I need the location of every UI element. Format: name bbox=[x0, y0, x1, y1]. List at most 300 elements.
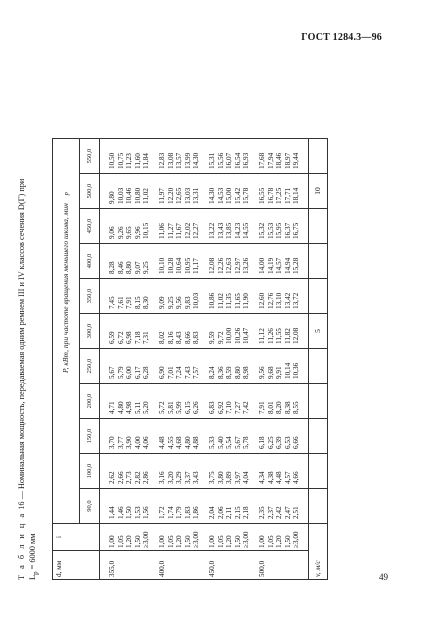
caption-text: 16 — Номинальная мощность, передаваемая одним ремнем III и IV классов сечения D(Г) при bbox=[17, 178, 26, 510]
power-value: 14,53 bbox=[216, 187, 225, 204]
power-cell bbox=[100, 454, 158, 489]
power-value: 7,91 bbox=[125, 296, 134, 309]
power-value: 12,27 bbox=[192, 222, 201, 239]
power-value: 8,83 bbox=[192, 331, 201, 344]
power-value: 11,67 bbox=[175, 223, 184, 239]
ratio-value: ≥3,00 bbox=[292, 531, 301, 548]
power-value: 3,20 bbox=[166, 471, 175, 484]
power-value: 2,86 bbox=[142, 471, 151, 484]
caption-text3: = 6000 мм bbox=[28, 533, 37, 572]
power-value: 13,08 bbox=[166, 152, 175, 169]
power-value: 11,02 bbox=[142, 188, 151, 204]
power-value: 9,96 bbox=[133, 226, 142, 239]
power-value: 12,20 bbox=[166, 187, 175, 204]
power-value: 4,38 bbox=[266, 471, 275, 484]
power-value: 14,55 bbox=[242, 222, 251, 239]
power-value: 2,11 bbox=[225, 506, 234, 519]
power-value: 18,97 bbox=[283, 152, 292, 169]
power-value: 8,46 bbox=[116, 261, 125, 274]
power-value: 13,22 bbox=[207, 222, 216, 239]
power-value: 11,06 bbox=[157, 223, 166, 239]
ratio-value: 1,20 bbox=[275, 535, 284, 548]
power-value: 8,38 bbox=[283, 401, 292, 414]
power-value: 5,11 bbox=[133, 401, 142, 414]
ratio-cell bbox=[208, 524, 258, 551]
power-value: 8,30 bbox=[142, 296, 151, 309]
power-value: 2,73 bbox=[125, 471, 134, 484]
rotated-frame bbox=[10, 59, 405, 585]
power-value: 7,24 bbox=[175, 366, 184, 379]
power-value: 3,43 bbox=[192, 471, 201, 484]
power-value: 16,07 bbox=[225, 152, 234, 169]
page-number: 49 bbox=[379, 572, 388, 582]
power-value: 5,99 bbox=[175, 401, 184, 414]
power-value: 10,36 bbox=[292, 362, 301, 379]
power-value: 3,97 bbox=[233, 471, 242, 484]
power-value: 3,77 bbox=[116, 436, 125, 449]
ratio-value: ≥3,00 bbox=[192, 531, 201, 548]
power-value: 6,15 bbox=[183, 401, 192, 414]
power-cell bbox=[158, 139, 208, 174]
power-value: 10,10 bbox=[157, 257, 166, 274]
ratio-value: 1,20 bbox=[175, 535, 184, 548]
power-value: 10,03 bbox=[116, 187, 125, 204]
power-value: 7,31 bbox=[142, 331, 151, 344]
power-cell bbox=[100, 139, 158, 174]
power-value: 9,56 bbox=[175, 296, 184, 309]
power-value: 3,70 bbox=[108, 436, 116, 449]
power-value: 5,67 bbox=[108, 366, 116, 379]
power-value: 6,59 bbox=[108, 331, 116, 344]
header-power-text: P, кВт, при частоте вращения меньшего шкива, мин bbox=[61, 203, 71, 373]
power-value: 1,79 bbox=[175, 506, 184, 519]
power-value: 5,33 bbox=[207, 436, 216, 449]
ratio-value: 1,50 bbox=[283, 535, 292, 548]
power-cell bbox=[208, 209, 258, 244]
power-cell bbox=[208, 314, 258, 349]
power-cell bbox=[258, 349, 308, 384]
ratio-value: 1,05 bbox=[216, 535, 225, 548]
power-value: 2,82 bbox=[133, 471, 142, 484]
power-value: 10,75 bbox=[116, 152, 125, 169]
power-value: 1,72 bbox=[157, 506, 166, 519]
power-value: 13,43 bbox=[216, 222, 225, 239]
ratio-value: 1,00 bbox=[257, 535, 266, 548]
power-cell bbox=[100, 419, 158, 454]
power-value: 10,80 bbox=[133, 187, 142, 204]
power-value: 14,30 bbox=[192, 152, 201, 169]
power-value: 9,26 bbox=[116, 226, 125, 239]
diameter-cell bbox=[100, 551, 158, 580]
velocity-cell bbox=[308, 349, 327, 384]
power-value: 2,06 bbox=[216, 506, 225, 519]
power-value: 4,68 bbox=[175, 436, 184, 449]
power-value: 11,17 bbox=[192, 258, 201, 274]
power-value: 12,97 bbox=[233, 257, 242, 274]
power-value: 3,89 bbox=[225, 471, 234, 484]
power-value: 11,35 bbox=[225, 293, 234, 309]
power-value: 5,72 bbox=[157, 401, 166, 414]
power-value: 11,26 bbox=[266, 328, 275, 344]
power-value: 6,26 bbox=[192, 401, 201, 414]
ratio-cell bbox=[258, 524, 308, 551]
diameter-value: 355,0 bbox=[108, 560, 116, 577]
power-value: 11,02 bbox=[216, 293, 225, 309]
diameter-value: 500,0 bbox=[257, 560, 266, 577]
power-value: 6,90 bbox=[157, 366, 166, 379]
power-value: 4,48 bbox=[275, 471, 284, 484]
power-value: 13,10 bbox=[275, 292, 284, 309]
power-cell bbox=[100, 279, 158, 314]
power-value: 6,17 bbox=[133, 366, 142, 379]
power-value: 2,15 bbox=[233, 506, 242, 519]
rpm-column-header: 90,0 bbox=[79, 489, 99, 524]
power-value: 6,00 bbox=[125, 366, 134, 379]
power-value: 8,59 bbox=[225, 366, 234, 379]
ratio-value: 1,00 bbox=[157, 535, 166, 548]
power-cell bbox=[100, 314, 158, 349]
header-power-note: p bbox=[64, 192, 71, 196]
power-value: 8,80 bbox=[233, 366, 242, 379]
power-value: 7,45 bbox=[108, 296, 116, 309]
velocity-label: v, м/с bbox=[308, 524, 327, 580]
power-cell bbox=[158, 384, 208, 419]
power-value: 13,72 bbox=[292, 292, 301, 309]
power-value: 12,08 bbox=[207, 257, 216, 274]
power-cell bbox=[258, 384, 308, 419]
power-value: 8,20 bbox=[275, 401, 284, 414]
power-value: 7,18 bbox=[133, 331, 142, 344]
power-value: 16,37 bbox=[283, 222, 292, 239]
power-value: 4,06 bbox=[142, 436, 151, 449]
diameter-cell bbox=[208, 551, 258, 580]
power-value: 7,27 bbox=[233, 401, 242, 414]
diameter-value: 400,0 bbox=[157, 560, 166, 577]
power-value: 1,53 bbox=[133, 506, 142, 519]
power-value: 8,15 bbox=[133, 296, 142, 309]
ratio-value: 1,50 bbox=[133, 535, 142, 548]
power-value: 1,50 bbox=[125, 506, 134, 519]
rpm-column-header: 400,0 bbox=[79, 244, 99, 279]
power-value: 4,55 bbox=[166, 436, 175, 449]
power-value: 14,23 bbox=[233, 222, 242, 239]
velocity-cell bbox=[308, 279, 327, 314]
power-cell bbox=[158, 454, 208, 489]
power-value: 10,64 bbox=[175, 257, 184, 274]
power-cell bbox=[100, 244, 158, 279]
ratio-value: 1,05 bbox=[266, 535, 275, 548]
power-value: 3,75 bbox=[207, 471, 216, 484]
power-value: 7,10 bbox=[225, 401, 234, 414]
diameter-value: 450,0 bbox=[207, 560, 216, 577]
power-value: 3,80 bbox=[216, 471, 225, 484]
rpm-column-header: 250,0 bbox=[79, 349, 99, 384]
power-value: 14,19 bbox=[266, 257, 275, 274]
rpm-column-header: 150,0 bbox=[79, 419, 99, 454]
power-value: 2,66 bbox=[116, 471, 125, 484]
power-value: 9,65 bbox=[125, 226, 134, 239]
power-value: 6,92 bbox=[216, 401, 225, 414]
power-cell bbox=[208, 489, 258, 524]
power-value: 10,86 bbox=[207, 292, 216, 309]
power-value: 8,55 bbox=[292, 401, 301, 414]
power-value: 15,00 bbox=[225, 187, 234, 204]
power-value: 12,65 bbox=[175, 187, 184, 204]
ratio-value: ≥3,00 bbox=[142, 531, 151, 548]
power-value: 9,83 bbox=[183, 296, 192, 309]
power-cell bbox=[100, 209, 158, 244]
power-value: 2,18 bbox=[242, 506, 251, 519]
power-value: 11,65 bbox=[233, 293, 242, 309]
velocity-row bbox=[308, 139, 327, 580]
power-value: 8,36 bbox=[216, 366, 225, 379]
power-value: 4,66 bbox=[292, 471, 301, 484]
caption-sub: p bbox=[32, 571, 40, 575]
power-value: 3,90 bbox=[125, 436, 134, 449]
header-i: i bbox=[53, 524, 100, 551]
power-value: 8,43 bbox=[175, 331, 184, 344]
power-cell bbox=[208, 139, 258, 174]
power-value: 13,57 bbox=[175, 152, 184, 169]
power-cell bbox=[258, 174, 308, 209]
power-value: 16,54 bbox=[233, 152, 242, 169]
power-value: 6,83 bbox=[207, 401, 216, 414]
power-value: 1,83 bbox=[183, 506, 192, 519]
table-row-group bbox=[100, 139, 158, 580]
ratio-value: 1,05 bbox=[116, 535, 125, 548]
ratio-value: 1,20 bbox=[125, 535, 134, 548]
power-value: 3,29 bbox=[175, 471, 184, 484]
power-value: 12,08 bbox=[292, 327, 301, 344]
power-value: 4,04 bbox=[242, 471, 251, 484]
rpm-header-row bbox=[79, 139, 99, 580]
power-value: 10,14 bbox=[283, 362, 292, 379]
power-value: 9,09 bbox=[157, 296, 166, 309]
power-value: 11,82 bbox=[283, 328, 292, 344]
rpm-column-header: 550,0 bbox=[79, 139, 99, 174]
ratio-value: 1,50 bbox=[233, 535, 242, 548]
power-value: 2,04 bbox=[207, 506, 216, 519]
power-value: 15,56 bbox=[216, 152, 225, 169]
power-value: 6,39 bbox=[275, 436, 284, 449]
power-value: 6,28 bbox=[142, 366, 151, 379]
power-cell bbox=[100, 349, 158, 384]
power-value: 9,80 bbox=[108, 191, 116, 204]
velocity-cell bbox=[308, 139, 327, 174]
table-row-group bbox=[208, 139, 258, 580]
power-cell bbox=[258, 314, 308, 349]
power-cell bbox=[258, 419, 308, 454]
power-value: 5,54 bbox=[225, 436, 234, 449]
power-value: 11,84 bbox=[142, 153, 151, 169]
ratio-value: 1,00 bbox=[207, 535, 216, 548]
power-value: 9,72 bbox=[216, 331, 225, 344]
power-value: 12,02 bbox=[183, 222, 192, 239]
power-cell bbox=[258, 209, 308, 244]
power-value: 16,75 bbox=[292, 222, 301, 239]
power-cell bbox=[158, 279, 208, 314]
power-cell bbox=[258, 489, 308, 524]
power-value: 5,81 bbox=[166, 401, 175, 414]
power-value: 6,25 bbox=[266, 436, 275, 449]
table-body bbox=[100, 139, 328, 580]
rpm-column-header: 350,0 bbox=[79, 279, 99, 314]
ratio-value: 1,50 bbox=[183, 535, 192, 548]
power-value: 14,57 bbox=[275, 257, 284, 274]
power-value: 15,32 bbox=[257, 222, 266, 239]
header-d: d, мм bbox=[53, 551, 100, 580]
power-cell bbox=[158, 419, 208, 454]
power-value: 2,51 bbox=[292, 506, 301, 519]
power-value: 6,53 bbox=[283, 436, 292, 449]
power-value: 19,44 bbox=[292, 152, 301, 169]
power-value: 8,80 bbox=[125, 261, 134, 274]
power-value: 1,46 bbox=[116, 506, 125, 519]
power-value: 15,42 bbox=[233, 187, 242, 204]
power-value: 4,88 bbox=[192, 436, 201, 449]
power-value: 1,44 bbox=[108, 506, 116, 519]
power-value: 6,98 bbox=[125, 331, 134, 344]
table-row-group bbox=[258, 139, 308, 580]
power-value: 7,57 bbox=[192, 366, 201, 379]
power-cell bbox=[158, 174, 208, 209]
power-value: 17,68 bbox=[257, 152, 266, 169]
rpm-column-header: 500,0 bbox=[79, 174, 99, 209]
ratio-cell bbox=[100, 524, 158, 551]
power-value: 18,46 bbox=[275, 152, 284, 169]
power-value: 11,97 bbox=[157, 188, 166, 204]
rpm-column-header: 300,0 bbox=[79, 314, 99, 349]
power-value: 6,66 bbox=[292, 436, 301, 449]
power-value: 17,71 bbox=[283, 187, 292, 204]
power-value: 7,42 bbox=[242, 401, 251, 414]
diameter-cell bbox=[158, 551, 208, 580]
power-value: 12,26 bbox=[216, 257, 225, 274]
power-value: 4,48 bbox=[157, 436, 166, 449]
velocity-cell bbox=[308, 244, 327, 279]
power-value: 6,18 bbox=[257, 436, 266, 449]
power-value: 1,86 bbox=[192, 506, 201, 519]
power-value: 5,78 bbox=[242, 436, 251, 449]
power-value: 8,28 bbox=[108, 261, 116, 274]
power-value: 2,47 bbox=[283, 506, 292, 519]
power-value: 8,98 bbox=[242, 366, 251, 379]
caption-prefix: Т а б л и ц а bbox=[17, 511, 26, 580]
power-value: 9,25 bbox=[142, 261, 151, 274]
power-value: 18,14 bbox=[292, 187, 301, 204]
power-cell bbox=[208, 279, 258, 314]
power-value: 12,60 bbox=[257, 292, 266, 309]
table-caption bbox=[16, 65, 42, 580]
power-value: 13,99 bbox=[183, 152, 192, 169]
power-value: 7,61 bbox=[116, 296, 125, 309]
power-value: 14,94 bbox=[283, 257, 292, 274]
power-cell bbox=[208, 174, 258, 209]
power-value: 5,79 bbox=[116, 366, 125, 379]
power-value: 16,78 bbox=[266, 187, 275, 204]
power-value: 17,94 bbox=[266, 152, 275, 169]
power-value: 9,06 bbox=[108, 226, 116, 239]
power-value: 4,57 bbox=[283, 471, 292, 484]
power-value: 10,28 bbox=[166, 257, 175, 274]
power-value: 14,30 bbox=[207, 187, 216, 204]
power-value: 16,55 bbox=[257, 187, 266, 204]
caption-text2: L bbox=[28, 574, 37, 580]
power-value: 8,24 bbox=[207, 366, 216, 379]
power-cell bbox=[158, 489, 208, 524]
power-value: 9,25 bbox=[166, 296, 175, 309]
power-value: 10,15 bbox=[142, 222, 151, 239]
diameter-cell bbox=[258, 551, 308, 580]
rpm-column-header: 200,0 bbox=[79, 384, 99, 419]
power-value: 16,93 bbox=[242, 152, 251, 169]
velocity-cell bbox=[308, 489, 327, 524]
velocity-cell bbox=[308, 209, 327, 244]
power-value: 5,20 bbox=[142, 401, 151, 414]
power-value: 10,46 bbox=[125, 187, 134, 204]
power-value: 14,00 bbox=[257, 257, 266, 274]
velocity-cell bbox=[308, 419, 327, 454]
table-row-group bbox=[158, 139, 208, 580]
power-value: 7,91 bbox=[257, 401, 266, 414]
ratio-value: 1,20 bbox=[225, 535, 234, 548]
power-value: 4,00 bbox=[133, 436, 142, 449]
power-value: 15,28 bbox=[292, 257, 301, 274]
power-cell bbox=[208, 384, 258, 419]
power-value: 13,26 bbox=[242, 257, 251, 274]
power-value: 4,80 bbox=[183, 436, 192, 449]
ratio-cell bbox=[158, 524, 208, 551]
power-value: 11,90 bbox=[242, 293, 251, 309]
power-value: 8,66 bbox=[183, 331, 192, 344]
power-value: 12,63 bbox=[225, 257, 234, 274]
power-value: 1,56 bbox=[142, 506, 151, 519]
power-value: 4,34 bbox=[257, 471, 266, 484]
rpm-column-header: 450,0 bbox=[79, 209, 99, 244]
power-cell bbox=[158, 314, 208, 349]
standard-header: ГОСТ 1284.3—96 bbox=[301, 32, 382, 43]
power-value: 11,60 bbox=[133, 153, 142, 169]
power-value: 15,31 bbox=[207, 152, 216, 169]
power-value: 4,98 bbox=[125, 401, 134, 414]
header-power bbox=[53, 139, 80, 524]
power-cell bbox=[100, 174, 158, 209]
power-value: 13,85 bbox=[225, 222, 234, 239]
ratio-value: 1,00 bbox=[108, 535, 116, 548]
power-value: 17,25 bbox=[275, 187, 284, 204]
power-value: 9,56 bbox=[257, 366, 266, 379]
power-cell bbox=[100, 384, 158, 419]
power-table bbox=[52, 138, 328, 580]
power-value: 13,31 bbox=[192, 187, 201, 204]
power-value: 5,67 bbox=[233, 436, 242, 449]
power-value: 3,16 bbox=[157, 471, 166, 484]
power-value: 5,40 bbox=[216, 436, 225, 449]
power-value: 11,23 bbox=[125, 153, 134, 169]
power-value: 2,37 bbox=[266, 506, 275, 519]
power-value: 15,53 bbox=[266, 222, 275, 239]
power-cell bbox=[258, 244, 308, 279]
power-value: 11,55 bbox=[275, 328, 284, 344]
power-value: 10,26 bbox=[233, 327, 242, 344]
power-value: 8,02 bbox=[157, 331, 166, 344]
power-value: 9,07 bbox=[133, 261, 142, 274]
power-value: 8,16 bbox=[166, 331, 175, 344]
power-cell bbox=[258, 454, 308, 489]
power-value: 2,35 bbox=[257, 506, 266, 519]
velocity-cell bbox=[308, 454, 327, 489]
power-value: 6,72 bbox=[116, 331, 125, 344]
